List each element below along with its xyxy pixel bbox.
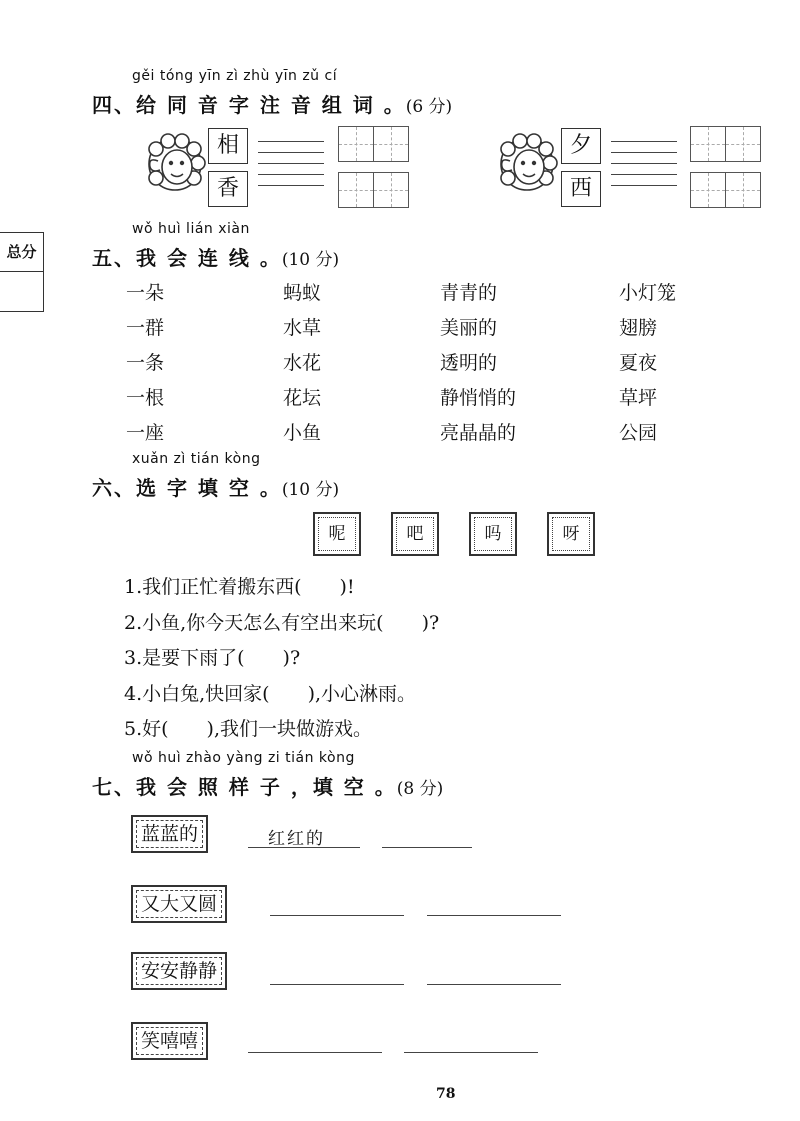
answer-line[interactable]: [270, 984, 404, 985]
answer-line[interactable]: [382, 847, 472, 848]
section6-title: [92, 472, 339, 501]
writing-grid[interactable]: [690, 172, 726, 208]
answer-line[interactable]: [427, 984, 561, 985]
list-item[interactable]: 一根: [126, 387, 165, 409]
section6-pinyin: xuǎn zì tián kòng: [132, 451, 261, 467]
section5-title: [92, 242, 339, 271]
char-box-4: 西: [561, 171, 601, 207]
section5-score: (10 分): [281, 250, 340, 270]
list-item[interactable]: 静悄悄的: [440, 387, 517, 409]
example-word-box: 蓝蓝的: [131, 815, 208, 853]
section7-score: (8 分): [396, 779, 444, 799]
list-item[interactable]: 水花: [283, 352, 322, 374]
writing-grid[interactable]: [338, 126, 374, 162]
list-item[interactable]: 花坛: [283, 387, 322, 409]
list-item[interactable]: 透明的: [440, 352, 498, 374]
answer-line[interactable]: [248, 1052, 382, 1053]
sentence-item[interactable]: 5.好( ),我们一块做游戏。: [124, 718, 372, 740]
match-column-1: [126, 276, 164, 451]
list-item[interactable]: 一群: [126, 317, 165, 339]
writing-grid[interactable]: [338, 172, 374, 208]
section4-title-text: 四、给 同 音 字 注 音 组 词 。: [92, 93, 406, 117]
section7-title-text: 七、我 会 照 样 子 ，填 空 。: [92, 775, 397, 799]
total-score-box: [0, 232, 44, 312]
list-item[interactable]: 草坪: [619, 387, 658, 409]
char-box-2: 香: [208, 171, 248, 207]
choice-box[interactable]: 呀: [547, 512, 595, 556]
total-score-label: 总分: [0, 233, 43, 272]
answer-line[interactable]: [611, 185, 677, 186]
list-item[interactable]: 青青的: [440, 282, 498, 304]
word-box: 笑嘻嘻: [131, 1022, 208, 1060]
list-item[interactable]: 夏夜: [619, 352, 658, 374]
writing-grid[interactable]: [690, 126, 726, 162]
list-item[interactable]: 小鱼: [283, 422, 322, 444]
match-column-2: [283, 276, 321, 451]
list-item[interactable]: 公园: [619, 422, 658, 444]
answer-line[interactable]: [248, 847, 360, 848]
sentence-item[interactable]: 3.是要下雨了( )?: [124, 647, 301, 669]
match-column-3: [440, 276, 516, 451]
page-number: 78: [436, 1086, 456, 1102]
section7-pinyin: wǒ huì zhào yàng zi tián kòng: [132, 750, 355, 766]
answer-line[interactable]: [258, 185, 324, 186]
choice-box[interactable]: 吗: [469, 512, 517, 556]
sheep-icon: [144, 133, 206, 195]
list-item[interactable]: 亮晶晶的: [440, 422, 517, 444]
answer-line[interactable]: [611, 152, 677, 153]
list-item[interactable]: 美丽的: [440, 317, 498, 339]
section7-title: [92, 771, 443, 800]
list-item[interactable]: 小灯笼: [619, 282, 677, 304]
section5-title-text: 五、我 会 连 线 。: [92, 246, 282, 270]
list-item[interactable]: 一条: [126, 352, 165, 374]
example-answer: 红红的: [268, 829, 325, 849]
answer-line[interactable]: [270, 915, 404, 916]
choice-box[interactable]: 吧: [391, 512, 439, 556]
sentence-list: [124, 570, 439, 748]
answer-line[interactable]: [404, 1052, 538, 1053]
section4-pinyin: gěi tóng yīn zì zhù yīn zǔ cí: [132, 68, 338, 84]
writing-grid[interactable]: [373, 172, 409, 208]
char-box-3: 夕: [561, 128, 601, 164]
section4-score: (6 分): [405, 97, 453, 117]
section6-score: (10 分): [281, 480, 340, 500]
list-item[interactable]: 一朵: [126, 282, 165, 304]
word-box: 又大又圆: [131, 885, 227, 923]
sheep-icon: [496, 133, 558, 195]
match-column-4: [619, 276, 676, 451]
word-box: 安安静静: [131, 952, 227, 990]
answer-line[interactable]: [258, 174, 324, 175]
answer-line[interactable]: [611, 141, 677, 142]
writing-grid[interactable]: [373, 126, 409, 162]
char-box-1: 相: [208, 128, 248, 164]
sentence-item[interactable]: 2.小鱼,你今天怎么有空出来玩( )?: [124, 611, 440, 634]
answer-line[interactable]: [611, 174, 677, 175]
writing-grid[interactable]: [725, 126, 761, 162]
sentence-item[interactable]: 4.小白兔,快回家( ),小心淋雨。: [124, 682, 417, 705]
list-item[interactable]: 翅膀: [619, 317, 658, 339]
sentence-item[interactable]: 1.我们正忙着搬东西( )!: [124, 576, 355, 598]
list-item[interactable]: 水草: [283, 317, 322, 339]
answer-line[interactable]: [258, 141, 324, 142]
answer-line[interactable]: [258, 163, 324, 164]
answer-line[interactable]: [427, 915, 561, 916]
writing-grid[interactable]: [725, 172, 761, 208]
section6-title-text: 六、选 字 填 空 。: [92, 476, 282, 500]
list-item[interactable]: 蚂蚁: [283, 282, 322, 304]
answer-line[interactable]: [258, 152, 324, 153]
choice-box[interactable]: 呢: [313, 512, 361, 556]
section4-title: [92, 89, 452, 118]
section5-pinyin: wǒ huì lián xiàn: [132, 221, 250, 237]
list-item[interactable]: 一座: [126, 422, 165, 444]
answer-line[interactable]: [611, 163, 677, 164]
